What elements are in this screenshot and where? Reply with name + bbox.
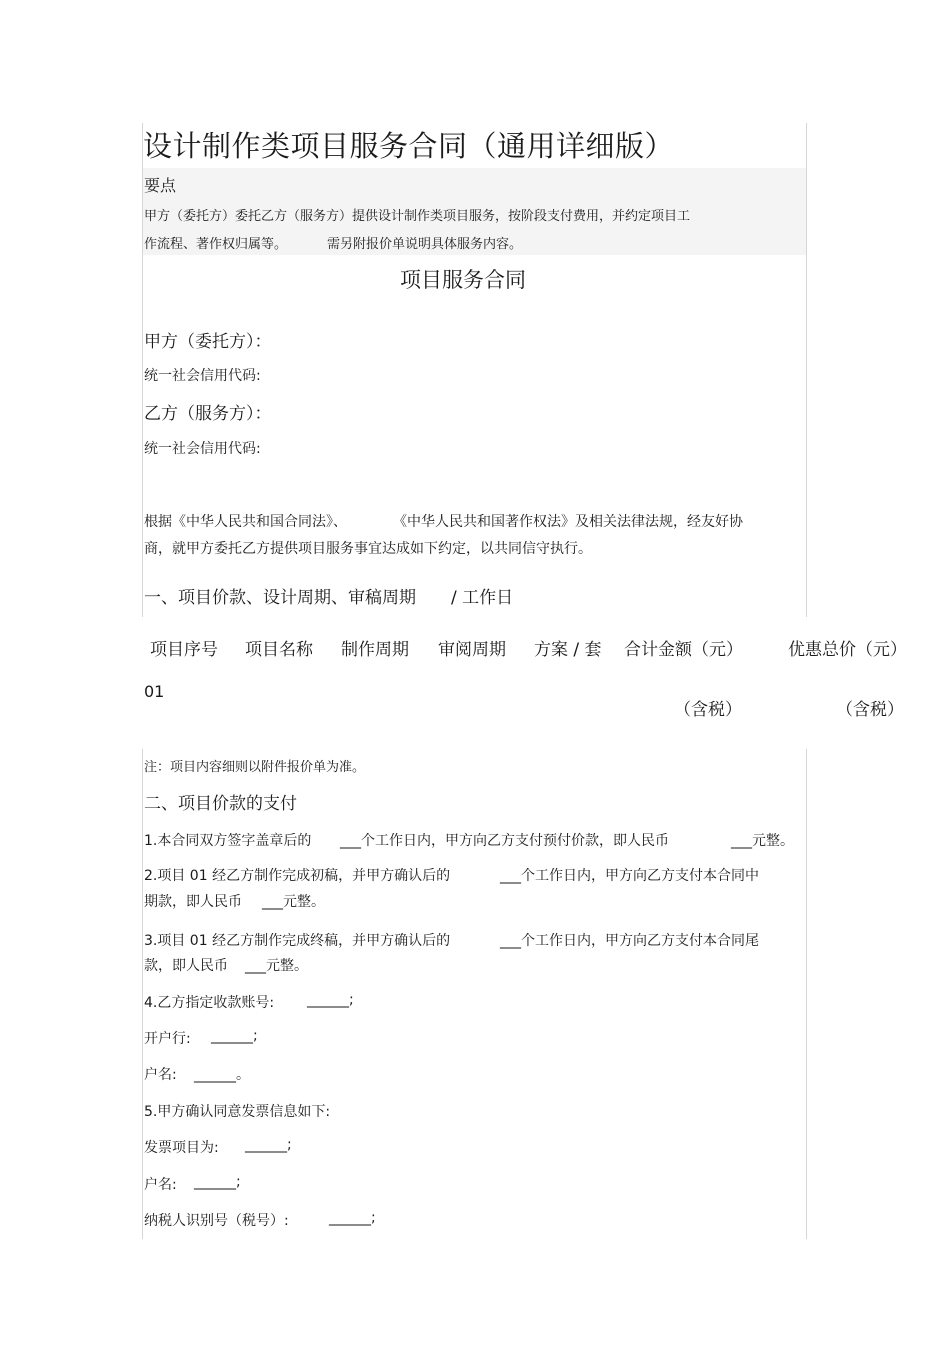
payment-item-3b: ___个工作日内，甲方向乙方支付本合同尾 [500,933,759,949]
page-border-right-top [806,123,807,617]
account-name-blank: ______。 [194,1067,250,1083]
table-header-review-cycle: 审阅周期 [438,640,506,660]
table-tax-note-discount: （含税） [836,700,904,720]
summary-line-2b: 需另附报价单说明具体服务内容。 [327,237,523,252]
party-a-credit-code-label: 统一社会信用代码: [144,368,261,384]
payment-item-2a: 2.项目 01 经乙方制作完成初稿，并甲方确认后的 [144,868,451,884]
preamble-line-1b: 《中华人民共和国著作权法》及相关法律法规，经友好协 [393,514,743,530]
summary-line-2a: 作流程、著作权归属等。 [144,237,288,252]
party-b-label: 乙方（服务方）： [144,404,272,424]
payment-item-2-line2a: 期款，即人民币 [144,894,242,910]
invoice-item-blank: ______; [245,1137,292,1153]
summary-line-1: 甲方（委托方）委托乙方（服务方）提供设计制作类项目服务，按阶段支付费用，并约定项目工 [144,209,691,224]
invoice-name-label: 户名: [144,1177,177,1193]
payment-item-3-line2b: ___元整。 [245,958,308,974]
table-tax-note-total: （含税） [674,700,742,720]
table-header-discount-total: 优惠总价（元） [788,640,907,660]
invoice-info-heading: 5.甲方确认同意发票信息如下: [144,1104,331,1120]
document-title: 设计制作类项目服务合同（通用详细版） [143,129,675,163]
bank-blank: ______; [211,1028,258,1044]
table-header-production-cycle: 制作周期 [341,640,409,660]
section-1-heading: 一、项目价款、设计周期、审稿周期 [144,588,416,608]
bank-label: 开户行: [144,1031,191,1047]
preamble-line-1a: 根据《中华人民共和国合同法》、 [144,514,347,530]
table-header-item-no: 项目序号 [150,640,218,660]
party-a-label: 甲方（委托方）： [144,332,272,352]
payment-item-3-line2a: 款，即人民币 [144,958,228,974]
party-b-credit-code-label: 统一社会信用代码: [144,441,261,457]
table-header-total-amount: 合计金额（元） [624,640,743,660]
payee-account-blank: ______; [307,992,354,1008]
table-note: 注：项目内容细则以附件报价单为准。 [144,760,366,775]
payment-item-3a: 3.项目 01 经乙方制作完成终稿，并甲方确认后的 [144,933,451,949]
invoice-name-blank: ______; [194,1174,241,1190]
tax-id-label: 纳税人识别号（税号）: [144,1213,289,1229]
table-header-item-name: 项目名称 [245,640,313,660]
payment-item-2b: ___个工作日内，甲方向乙方支付本合同中 [500,868,759,884]
payee-account-label: 4.乙方指定收款账号: [144,995,275,1011]
section-2-heading: 二、项目价款的支付 [144,794,297,814]
tax-id-blank: ______; [329,1210,376,1226]
section-1-heading-unit: / 工作日 [451,588,514,608]
contract-title: 项目服务合同 [400,268,526,292]
invoice-item-label: 发票项目为: [144,1140,219,1156]
payment-item-1c: ___元整。 [731,833,794,849]
payment-item-1a: 1.本合同双方签字盖章后的 [144,833,312,849]
page-border-right-bottom [806,749,807,1239]
preamble-line-2: 商，就甲方委托乙方提供项目服务事宜达成如下约定，以共同信守执行。 [144,541,592,557]
table-row-number: 01 [144,682,165,701]
summary-heading: 要点 [144,176,177,195]
account-name-label: 户名: [144,1067,177,1083]
table-header-proposals: 方案 / 套 [534,640,602,660]
payment-item-1b: ___个工作日内，甲方向乙方支付预付价款，即人民币 [340,833,669,849]
payment-item-2-line2b: ___元整。 [262,894,325,910]
page-border-left-bottom [142,749,143,1239]
